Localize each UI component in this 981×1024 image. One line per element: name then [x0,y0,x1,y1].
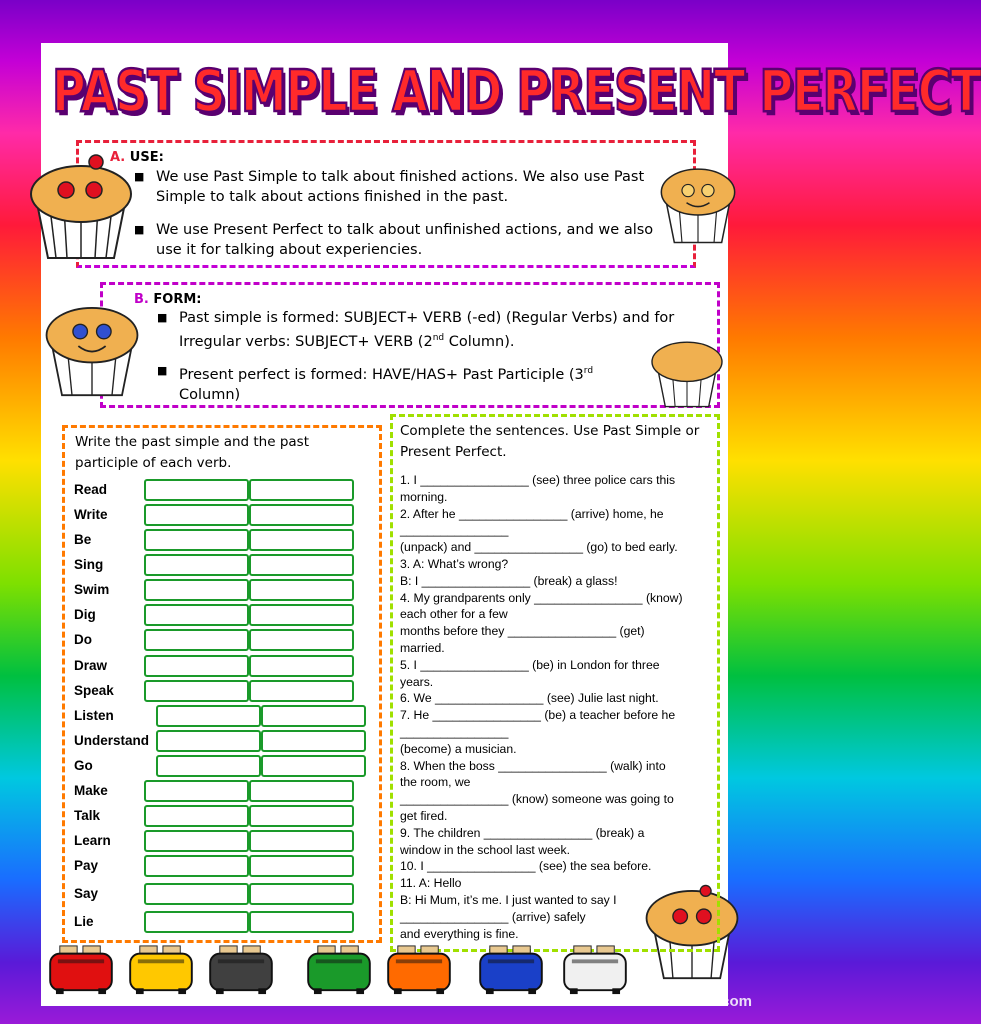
verb-label: Learn [74,833,111,848]
past-simple-field[interactable] [144,479,249,501]
watermark: iSLCollective.com [622,993,752,1010]
sentence-line: 6. We ________________ (see) Julie last night. [400,691,659,706]
verb-label: Pay [74,858,99,873]
form-letter: B. [134,292,149,307]
past-participle-field[interactable] [249,529,354,551]
sentence-line: 2. After he ________________ (arrive) home, he [400,506,664,521]
past-participle-field[interactable] [249,780,354,802]
past-participle-field[interactable] [261,755,366,777]
past-participle-field[interactable] [261,730,366,752]
past-participle-field[interactable] [249,504,354,526]
sentence-line: 10. I ________________ (see) the sea before. [400,859,652,874]
sentences-instruction: Complete the sentences. Use Past Simple or Present Perfect. [400,423,700,460]
past-participle-field[interactable] [249,680,354,702]
toaster-icon [560,944,630,996]
sentence-line: ________________ [400,523,509,538]
past-simple-field[interactable] [144,780,249,802]
past-simple-field[interactable] [144,680,249,702]
sentence-line: B: Hi Mum, it’s me. I just wanted to say I [400,893,617,907]
verb-label: Say [74,886,99,901]
past-simple-field[interactable] [144,911,249,933]
past-participle-field[interactable] [249,579,354,601]
sentence-line: each other for a few [400,607,508,622]
verb-label: Talk [74,808,101,823]
sentence-line: morning. [400,489,448,504]
past-participle-field[interactable] [249,883,354,905]
bullet-square-icon: ■ [134,170,145,183]
past-simple-field[interactable] [144,579,249,601]
verb-label: Draw [74,658,108,673]
sentence-line: 8. When the boss ________________ (walk) into [400,758,666,773]
verb-label: Understand [74,733,150,748]
past-participle-field[interactable] [249,805,354,827]
verb-label: Lie [74,914,94,929]
form-bullet-1: ■ Past simple is formed: SUBJECT+ VERB (-ed) (Regular Verbs) and for Irregular verbs: SUBJECT+ VERB (2nd Column). [157,310,675,350]
sentence-line: 3. A: What’s wrong? [400,557,509,571]
sentence-line: ________________ (know) someone was going to [400,792,674,807]
verb-label: Make [74,783,108,798]
sentence-line: the room, we [400,775,471,790]
cupcake-face-icon [656,160,740,244]
bullet-square-icon: ■ [157,364,168,377]
sentence-line: ________________ [400,725,509,739]
sentence-line: (unpack) and ________________ (go) to bed early. [400,540,678,555]
toaster-icon [126,944,196,996]
sentence-line: window in the school last week. [400,842,571,857]
verb-label: Be [74,532,92,547]
toaster-icon [304,944,374,996]
past-simple-field[interactable] [144,805,249,827]
past-simple-field[interactable] [144,655,249,677]
sentence-line: years. [400,674,434,689]
form-heading [134,292,201,307]
worksheet-title: PAST SIMPLE AND PRESENT PERFECT [52,57,981,125]
past-simple-field[interactable] [144,504,249,526]
past-participle-field[interactable] [249,855,354,877]
verb-label: Dig [74,607,96,622]
past-simple-field[interactable] [144,629,249,651]
use-heading-text: USE: [129,150,164,165]
toaster-icon [206,944,276,996]
past-participle-field[interactable] [249,629,354,651]
form-bullet-2: ■ Present perfect is formed: HAVE/HAS+ Past Participle (3rd Column) [179,361,649,405]
sentence-line: (become) a musician. [400,741,517,756]
toaster-icon [476,944,546,996]
past-participle-field[interactable] [249,911,354,933]
toaster-icon [46,944,116,996]
sentence-line: get fired. [400,809,448,823]
past-participle-field[interactable] [249,830,354,852]
past-simple-field[interactable] [156,705,261,727]
past-participle-field[interactable] [261,705,366,727]
verb-label: Sing [74,557,104,572]
use-letter: A. [110,150,126,165]
verb-label: Speak [74,683,114,698]
sentence-line: 4. My grandparents only ________________ (know) [400,590,683,605]
past-simple-field[interactable] [144,604,249,626]
sentence-line: months before they ________________ (get) [400,624,645,639]
verb-label: Swim [74,582,110,597]
bullet-square-icon: ■ [157,311,168,324]
verb-label: Listen [74,708,114,723]
sentence-line: 5. I ________________ (be) in London for three [400,657,660,672]
cupcake-face-icon [42,292,142,402]
past-participle-field[interactable] [249,554,354,576]
verb-label: Read [74,482,108,497]
cupcake-icon [26,150,136,260]
sentence-line: 11. A: Hello [400,876,462,891]
past-simple-field[interactable] [144,554,249,576]
use-bullet-1: ■ We use Past Simple to talk about finished actions. We also use Past Simple to talk about actions finished in the past. [134,169,645,205]
past-simple-field[interactable] [144,830,249,852]
sentence-line: 7. He ________________ (be) a teacher before he [400,708,676,723]
sentence-line: ________________ (arrive) safely [400,909,586,924]
sentence-line: 1. I ________________ (see) three police cars this [400,473,676,487]
form-heading-text: FORM: [153,292,202,307]
cupcake-icon [648,338,726,408]
past-simple-field[interactable] [156,730,261,752]
past-participle-field[interactable] [249,604,354,626]
bullet-square-icon: ■ [134,223,145,236]
past-simple-field[interactable] [144,883,249,905]
sentence-line: married. [400,641,445,655]
past-participle-field[interactable] [249,479,354,501]
verb-label: Do [74,632,92,647]
verbs-instruction: Write the past simple and the past participle of each verb. [75,434,309,471]
sentence-line: 9. The children ________________ (break) a [400,825,645,840]
verb-label: Write [74,507,108,522]
past-simple-field[interactable] [144,855,249,877]
sentence-line: B: I ________________ (break) a glass! [400,573,618,588]
past-simple-field[interactable] [156,755,261,777]
verb-label: Go [74,758,93,773]
past-simple-field[interactable] [144,529,249,551]
past-participle-field[interactable] [249,655,354,677]
toaster-icon [384,944,454,996]
sentence-line: and everything is fine. [400,926,519,941]
use-bullet-2: ■ We use Present Perfect to talk about unfinished actions, and we also use it for talking about experiencies. [134,222,654,258]
